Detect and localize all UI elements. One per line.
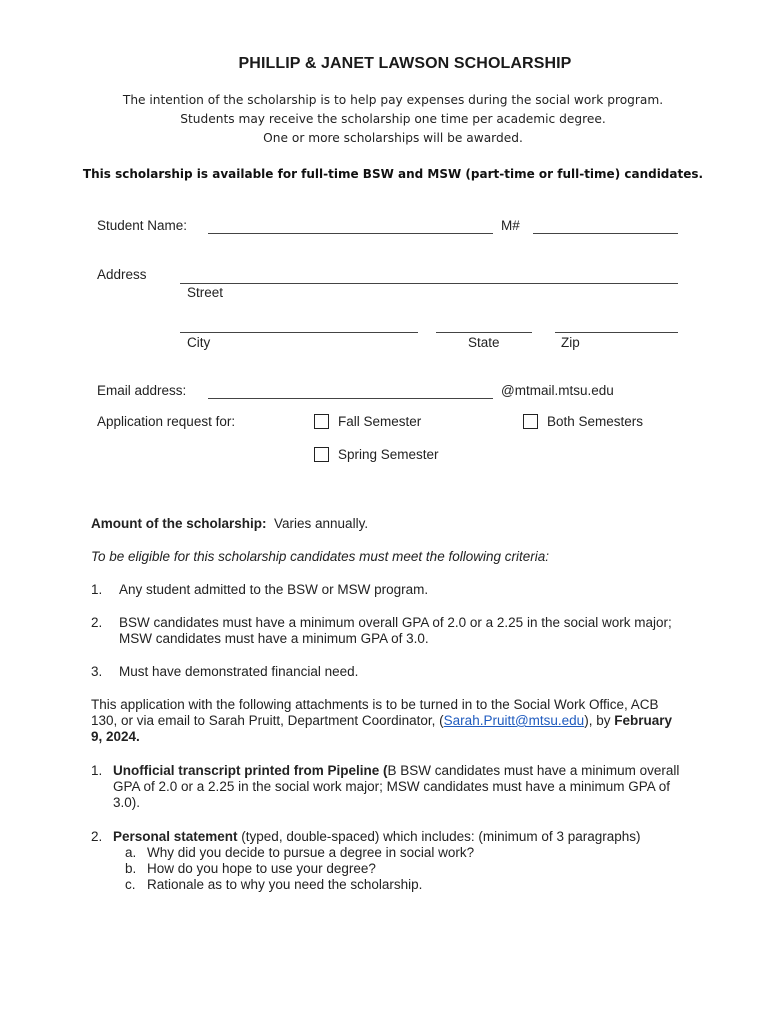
email-domain-suffix: @mtmail.mtsu.edu <box>501 383 614 398</box>
submission-line <box>91 713 672 729</box>
sub-item-text: How do you hope to use your degree? <box>147 861 376 876</box>
attachment-item <box>113 763 679 779</box>
attachment-title: Personal statement <box>113 829 238 844</box>
zip-label: Zip <box>561 335 580 350</box>
criteria-intro: To be eligible for this scholarship candidates must meet the following criteria: <box>91 549 549 564</box>
m-number-field[interactable] <box>533 233 678 234</box>
attachment-text: B BSW candidates must have a minimum overall <box>387 763 680 778</box>
sub-item-letter: b. <box>125 861 137 876</box>
criteria-item: BSW candidates must have a minimum overall GPA of 2.0 or a 2.25 in the social work major; <box>119 615 672 630</box>
email-field[interactable] <box>208 398 493 399</box>
street-field[interactable] <box>180 283 678 284</box>
coordinator-email-link[interactable]: Sarah.Pruitt@mtsu.edu <box>443 713 585 728</box>
spring-semester-checkbox[interactable] <box>314 447 329 462</box>
criteria-number: 2. <box>91 615 103 630</box>
criteria-item: Any student admitted to the BSW or MSW program. <box>119 582 429 597</box>
city-label: City <box>187 335 211 350</box>
intro-paragraph <box>0 91 770 148</box>
email-label: Email address: <box>97 383 187 398</box>
intro-line: Students may receive the scholarship one time per academic degree. <box>180 112 606 126</box>
deadline-text: 9, 2024. <box>91 729 140 744</box>
amount-section <box>91 516 368 532</box>
city-field[interactable] <box>180 332 418 333</box>
submission-text: 130, or via email to Sarah Pruitt, Department Coordinator, ( <box>91 713 444 728</box>
address-label: Address <box>97 267 147 282</box>
state-label: State <box>468 335 500 350</box>
criteria-number: 3. <box>91 664 103 679</box>
submission-line: This application with the following attachments is to be turned in to the Social Work Office, ACB <box>91 697 659 712</box>
sub-item-letter: c. <box>125 877 136 892</box>
attachment-text: GPA of 2.0 or a 2.25 in the social work major; MSW candidates must have a minimum GPA of <box>113 779 670 794</box>
fall-semester-label: Fall Semester <box>338 414 422 429</box>
deadline-text: February <box>614 713 672 728</box>
fall-semester-checkbox[interactable] <box>314 414 329 429</box>
student-name-field[interactable] <box>208 233 493 234</box>
criteria-item: Must have demonstrated financial need. <box>119 664 359 679</box>
intro-line: The intention of the scholarship is to help pay expenses during the social work program. <box>122 93 664 107</box>
state-field[interactable] <box>436 332 532 333</box>
application-request-label: Application request for: <box>97 414 236 429</box>
attachment-text: (typed, double-spaced) which includes: (minimum of 3 paragraphs) <box>237 829 641 844</box>
amount-value: Varies annually. <box>274 516 369 531</box>
attachment-title: Unofficial transcript printed from Pipeline ( <box>113 763 388 778</box>
sub-item-text: Why did you decide to pursue a degree in social work? <box>147 845 475 860</box>
criteria-number: 1. <box>91 582 103 597</box>
sub-item-text: Rationale as to why you need the scholarship. <box>147 877 423 892</box>
street-label: Street <box>187 285 224 300</box>
zip-field[interactable] <box>555 332 678 333</box>
both-semesters-checkbox[interactable] <box>523 414 538 429</box>
both-semesters-label: Both Semesters <box>547 414 644 429</box>
intro-line: One or more scholarships will be awarded. <box>263 131 523 145</box>
attachment-text: 3.0). <box>113 795 141 810</box>
amount-label: Amount of the scholarship: <box>91 516 267 531</box>
student-name-label: Student Name: <box>97 218 188 233</box>
attachment-number: 2. <box>91 829 103 844</box>
attachment-number: 1. <box>91 763 103 778</box>
m-number-label: M# <box>501 218 520 233</box>
document-title: PHILLIP & JANET LAWSON SCHOLARSHIP <box>238 55 572 72</box>
sub-item-letter: a. <box>125 845 137 860</box>
attachment-item <box>113 829 641 845</box>
availability-statement: This scholarship is available for full-time BSW and MSW (part-time or full-time) candidates. <box>82 167 704 181</box>
criteria-item: MSW candidates must have a minimum GPA of 3.0. <box>119 631 429 646</box>
submission-text: ), by <box>584 713 615 728</box>
spring-semester-label: Spring Semester <box>338 447 439 462</box>
